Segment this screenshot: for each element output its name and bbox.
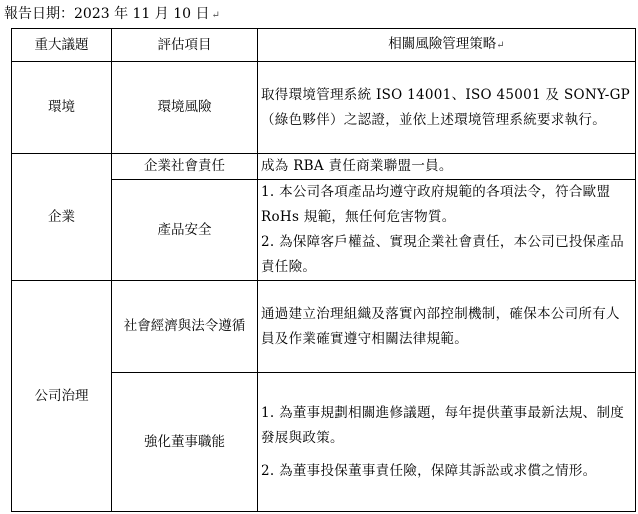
header-strategy-label: 相關風險管理策略 (388, 36, 497, 52)
item-board-function: 強化董事職能 (112, 373, 258, 512)
paragraph-return-icon: ↵ (496, 40, 505, 51)
strategy-product-safety-point-1: 1. 本公司各項產品均遵守政府規範的各項法令，符合歐盟 RoHs 規範，無任何危害物質。 (261, 184, 611, 225)
table-row-environment (12, 62, 636, 154)
item-csr: 企業社會責任 (112, 154, 258, 180)
report-date (4, 5, 220, 25)
item-product-safety: 產品安全 (112, 180, 258, 281)
issue-enterprise: 企業 (12, 154, 112, 281)
table-row-legal-compliance (12, 281, 636, 373)
item-environmental-risk: 環境風險 (112, 62, 258, 154)
strategy-board-function-point-2: 2. 為董事投保董事責任險，保障其訴訟或求償之情形。 (261, 462, 597, 479)
strategy-board-function-point-1: 1. 為董事規劃相關進修議題，每年提供董事最新法規、制度發展與政策。 (261, 404, 625, 446)
item-legal-compliance: 社會經濟與法令遵循 (112, 281, 258, 373)
strategy-legal-compliance: 通過建立治理組織及落實內部控制機制，確保本公司所有人員及作業確實遵守相關法律規範。 (258, 281, 636, 373)
issue-governance: 公司治理 (12, 281, 112, 512)
table-row-csr (12, 154, 636, 180)
strategy-product-safety-point-2: 2. 為保障客戶權益、實現企業社會責任，本公司已投保產品責任險。 (261, 234, 625, 275)
header-issue: 重大議題 (12, 29, 112, 62)
paragraph-return-icon: ↵ (211, 10, 220, 21)
strategy-board-function (258, 373, 636, 512)
risk-management-table (11, 28, 636, 512)
report-date-label: 報告日期：2023 年 11 月 10 日 (4, 6, 210, 22)
strategy-environmental-risk: 取得環境管理系統 ISO 14001、ISO 45001 及 SONY-GP（綠色夥伴）之認證，並依上述環境管理系統要求執行。 (258, 62, 636, 154)
table-header-row (12, 29, 636, 62)
strategy-product-safety (258, 180, 636, 281)
issue-environment: 環境 (12, 62, 112, 154)
header-item: 評估項目 (112, 29, 258, 62)
header-strategy (258, 29, 636, 62)
strategy-csr: 成為 RBA 責任商業聯盟一員。 (258, 154, 636, 180)
